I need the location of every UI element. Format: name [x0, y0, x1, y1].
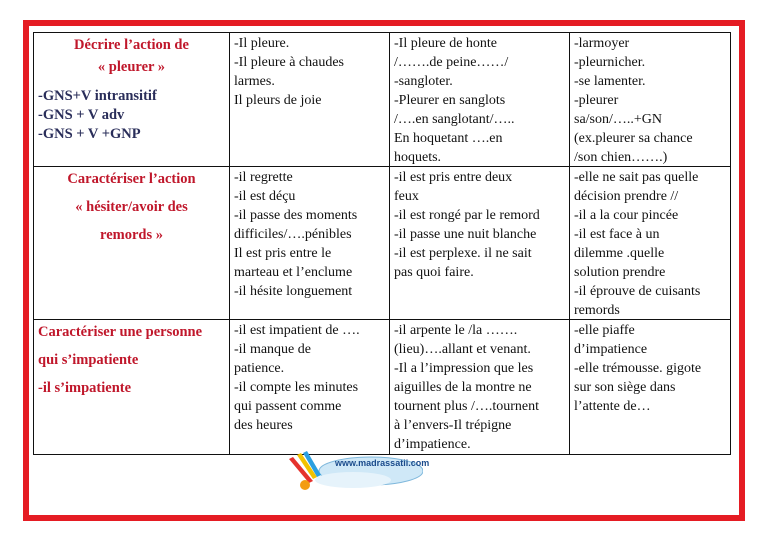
vocabulary-table	[33, 32, 731, 455]
row-header-cell	[34, 320, 230, 454]
expression-cell	[390, 167, 570, 319]
expression-cell	[570, 33, 732, 166]
expression-line: -elle trémousse. gigote	[574, 361, 702, 376]
expression-cell	[230, 167, 390, 319]
expression-cell	[230, 320, 390, 454]
logo-cloud-shape	[315, 472, 391, 488]
expression-line: -se lamenter.	[574, 74, 646, 89]
expression-line: -il est pris entre deux	[394, 170, 513, 185]
expression-line: -Il a l’impression que les	[394, 361, 534, 376]
expression-line: larmes.	[234, 74, 275, 89]
expression-line: -il passe une nuit blanche	[394, 227, 537, 242]
expression-line: feux	[394, 189, 419, 204]
expression-line: sur son siège dans	[574, 380, 676, 395]
expression-line: -il est face à un	[574, 227, 660, 242]
expression-line: sa/son/…..+GN	[574, 112, 663, 127]
expression-line: -Pleurer en sanglots	[394, 93, 506, 108]
expression-line: remords	[574, 303, 620, 318]
page-frame	[23, 20, 745, 521]
expression-line: des heures	[234, 418, 293, 433]
expression-line: -il passe des moments	[234, 208, 358, 223]
expression-line: hoquets.	[394, 150, 442, 165]
expression-line: -sangloter.	[394, 74, 453, 89]
logo-dot-icon	[300, 480, 310, 490]
expression-cell	[230, 33, 390, 166]
expression-line: -il est déçu	[234, 189, 296, 204]
expression-line: Il est pris entre le	[234, 246, 332, 261]
expression-line: /son chien…….)	[574, 150, 668, 165]
expression-line: -il est perplexe. il ne sait	[394, 246, 532, 261]
grammar-line: -GNS+V intransitif	[38, 88, 157, 104]
table-row	[34, 320, 730, 454]
expression-line: /…….de peine……/	[394, 55, 509, 70]
grammar-line: -GNS + V adv	[38, 107, 125, 123]
row-header-line: Décrire l’action de	[74, 37, 189, 53]
expression-cell	[390, 33, 570, 166]
row-header-line: « pleurer »	[97, 59, 166, 75]
logo-text: www.madrassatii.com	[335, 458, 430, 468]
expression-line: -il regrette	[234, 170, 293, 185]
expression-line: -il manque de	[234, 342, 311, 357]
expression-line: -il éprouve de cuisants	[574, 284, 701, 299]
expression-line: -elle ne sait pas quelle	[574, 170, 699, 185]
row-header-cell	[34, 167, 230, 319]
expression-line: -il arpente le /la …….	[394, 323, 518, 338]
expression-line: -pleurer	[574, 93, 619, 108]
expression-cell	[570, 167, 732, 319]
expression-line: (ex.pleurer sa chance	[574, 131, 693, 146]
expression-line: -il hésite longuement	[234, 284, 353, 299]
expression-line: qui passent comme	[234, 399, 342, 414]
expression-line: -Il pleure de honte	[394, 36, 498, 51]
madrassatii-logo	[283, 447, 423, 493]
row-header-line: remords »	[100, 227, 163, 243]
row-header-line: Caractériser une personne	[38, 324, 203, 340]
expression-line: patience.	[234, 361, 285, 376]
expression-line: -il est rongé par le remord	[394, 208, 540, 223]
expression-line: solution prendre	[574, 265, 666, 280]
row-header-line: « hésiter/avoir des	[75, 199, 188, 215]
row-header-line: -il s’impatiente	[38, 380, 132, 396]
expression-line: -il est impatient de ….	[234, 323, 360, 338]
expression-line: -il compte les minutes	[234, 380, 359, 395]
expression-line: pas quoi faire.	[394, 265, 474, 280]
expression-line: aiguilles de la montre ne	[394, 380, 532, 395]
expression-line: -il a la cour pincée	[574, 208, 679, 223]
row-header-line: Caractériser l’action	[67, 171, 196, 187]
expression-line: dilemme .quelle	[574, 246, 665, 261]
expression-line: tournent plus /….tournent	[394, 399, 540, 414]
expression-line: -Il pleure.	[234, 36, 290, 51]
row-header-line: qui s’impatiente	[38, 352, 139, 368]
grammar-line: -GNS + V +GNP	[38, 126, 141, 142]
expression-cell	[390, 320, 570, 454]
expression-cell	[570, 320, 732, 454]
expression-line: décision prendre //	[574, 189, 679, 204]
expression-line: à l’envers-Il trépigne	[394, 418, 512, 433]
expression-line: Il pleurs de joie	[234, 93, 322, 108]
expression-line: d’impatience	[574, 342, 648, 357]
table-row	[34, 167, 730, 320]
expression-line: difficiles/….pénibles	[234, 227, 352, 242]
expression-line: -elle piaffe	[574, 323, 635, 338]
expression-line: d’impatience.	[394, 437, 471, 452]
expression-line: -Il pleure à chaudes	[234, 55, 344, 70]
table-row	[34, 33, 730, 167]
expression-line: -larmoyer	[574, 36, 630, 51]
expression-line: /….en sanglotant/…..	[394, 112, 515, 127]
expression-line: l’attente de…	[574, 399, 651, 414]
row-header-cell	[34, 33, 230, 166]
expression-line: -pleurnicher.	[574, 55, 646, 70]
expression-line: En hoquetant ….en	[394, 131, 503, 146]
expression-line: (lieu)….allant et venant.	[394, 342, 531, 357]
expression-line: marteau et l’enclume	[234, 265, 353, 280]
